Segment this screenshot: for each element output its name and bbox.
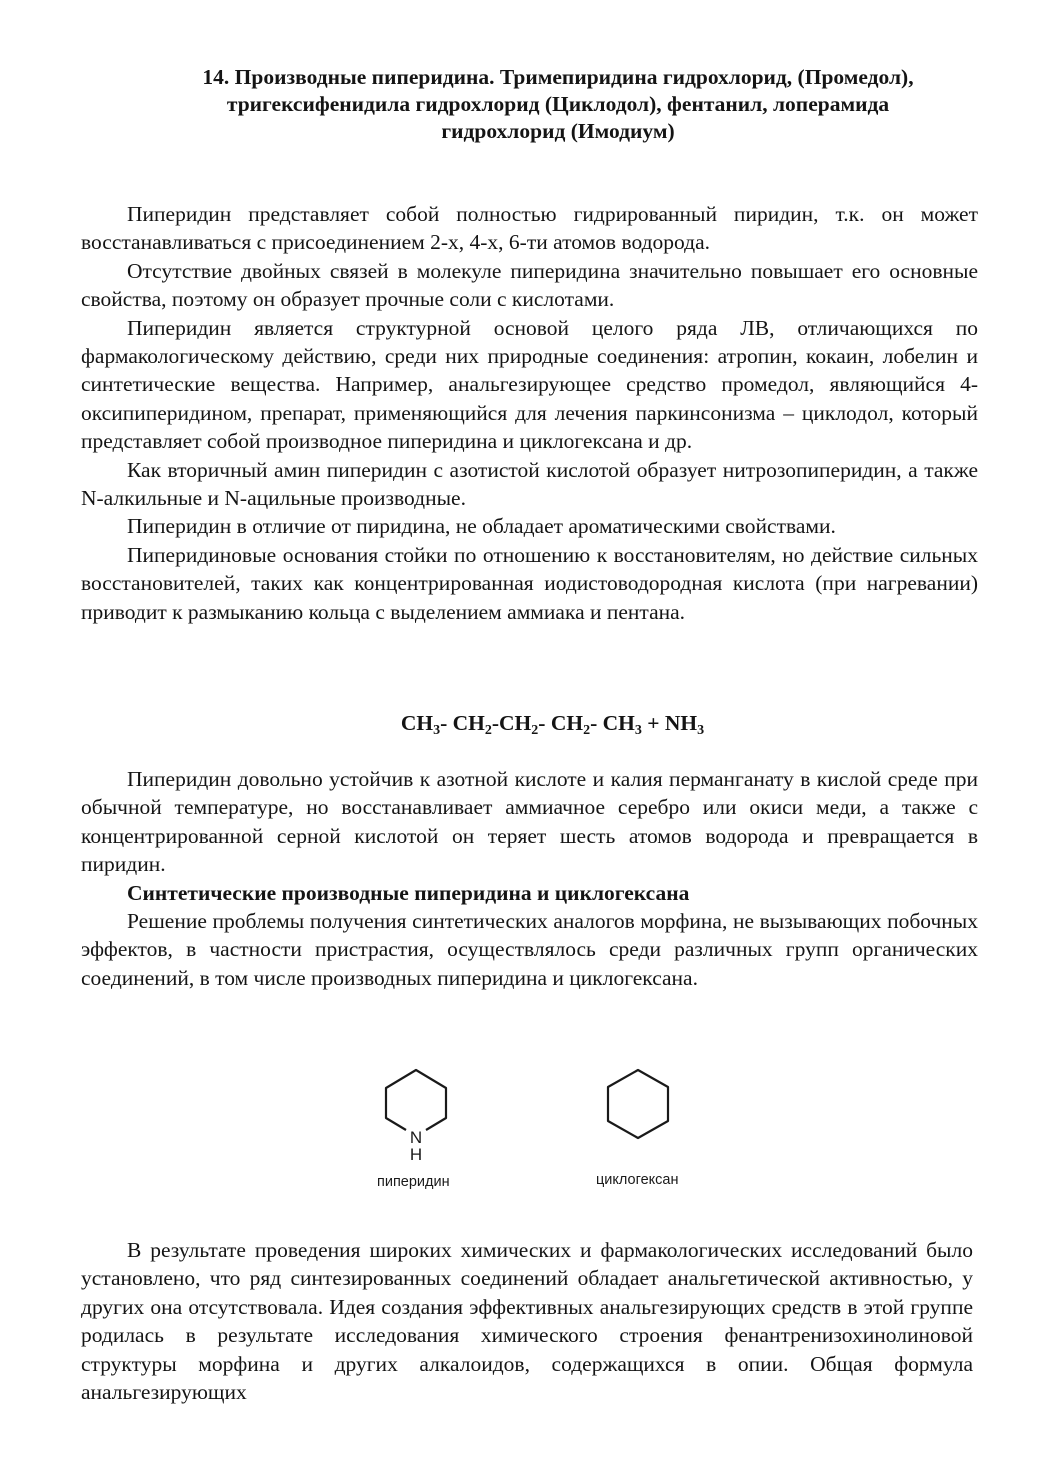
paragraph: Пиперидин довольно устойчив к азотной кислоте и калия перманганату в кислой среде при обычной температуре, но восстанавливает аммиачное серебро или окиси меди, а также с концентрированной серной кислотой он теряет шесть атомов водорода и превращается в пиридин.	[81, 767, 978, 877]
paragraph: Отсутствие двойных связей в молекуле пиперидина значительно повышает его основные свойства, поэтому он образует прочные соли с кислотами.	[81, 258, 978, 312]
subheading: Синтетические производные пиперидина и циклогексана	[127, 880, 690, 905]
paragraph: Пиперидиновые основания стойки по отношению к восстановителям, но действие сильных восстановителей, таких как концентрированная иодистоводородная кислота (при нагревании) приводит к размыканию кольца с выделением аммиака и пентана.	[81, 542, 978, 624]
intro-text	[81, 200, 978, 626]
pentane-ammonia-formula: $CH_3-$ $CH_2-CH_2-$ $CH_2-$ $CH_3 + NH_3$	[400, 711, 705, 738]
paragraph: Пиперидин является структурной основой целого ряда ЛВ, отличающихся по фармакологическому действию, среди них природные соединения: атропин, кокаин, лобелин и синтетические вещества. Например, анальгезирующее средство промедол, являющийся 4-оксипиперидином, препарат, применяющийся для лечения паркинсонизма – циклодол, который представляет собой производное пиперидина и циклогексана и др.	[81, 315, 978, 454]
title-line-3: гидрохлорид (Имодиум)	[441, 119, 675, 143]
title-line-2: тригексифенидила гидрохлорид (Циклодол), фентанил, лоперамида	[226, 92, 890, 116]
hydrogen-atom: H	[409, 1145, 423, 1164]
nitrogen-atom: N	[409, 1128, 423, 1147]
properties-text	[81, 765, 978, 992]
paragraph: Пиперидин представляет собой полностью гидрированный пиридин, т.к. он может восстанавливаться с присоединением 2-х, 4-х, 6-ти атомов водорода.	[81, 202, 978, 255]
paragraph: В результате проведения широких химических и фармакологических исследований было установлено, что ряд синтезированных соединений обладает анальгетической активностью, у других она отсутствовала. Идея создания эффективных анальгезирующих средств в этой группе родилась в результате исследования химического строения фенантренизохинолиновой структуры морфина и других алкалоидов, содержащихся в опии. Общая формула анальгезирующих	[81, 1238, 973, 1405]
paragraph: Как вторичный амин пиперидин с азотистой кислотой образует нитрозопиперидин, а также N-алкильные и N-ацильные производные.	[81, 457, 978, 511]
cyclohexane-ring	[608, 1070, 668, 1138]
paragraph: Пиперидин в отличие от пиридина, не обладает ароматическими свойствами.	[127, 514, 836, 539]
paragraph: Решение проблемы получения синтетических аналогов морфина, не вызывающих побочных эффектов, в частности пристрастия, осуществлялось среди различных групп органических соединений, в том числе производных пиперидина и циклогексана.	[81, 909, 978, 990]
cyclohexane-label: циклогексан	[596, 1172, 679, 1188]
title-line-1: 14. Производные пиперидина. Тримепиридина гидрохлорид, (Промедол),	[202, 65, 914, 89]
piperidine-label: пиперидин	[377, 1174, 450, 1190]
piperidine-ring	[386, 1070, 446, 1130]
section-title	[128, 64, 988, 145]
analgesic-text	[81, 1236, 973, 1406]
